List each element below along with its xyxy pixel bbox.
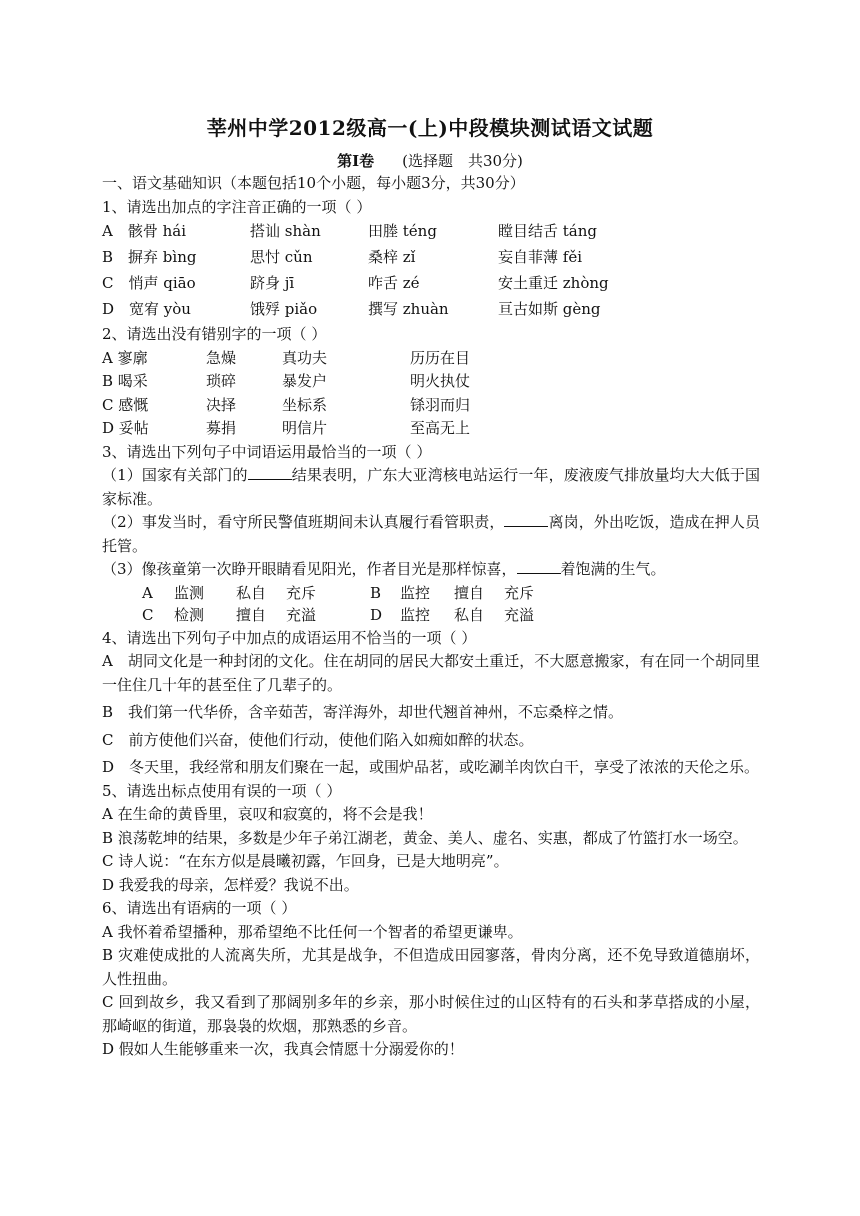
- volume-note: (选择题 共30分): [402, 152, 523, 170]
- q2-c-3: 坐标系: [282, 395, 328, 414]
- q1-stem: 1、请选出加点的字注音正确的一项（ ）: [102, 197, 372, 216]
- q1-b-2: 思忖 cǔn: [250, 248, 313, 267]
- q1-c-3: 咋舌 zé: [368, 274, 420, 293]
- q2-a-3: 真功夫: [282, 348, 328, 367]
- q5-option-d: D 我爱我的母亲，怎样爱？我说不出。: [102, 875, 359, 894]
- q3-sentence-2: [102, 511, 760, 558]
- q6-option-a: A 我怀着希望播种，那希望绝不比任何一个智者的希望更谦卑。: [102, 922, 523, 941]
- q4-stem: 4、请选出下列句子中加点的成语运用不恰当的一项（ ）: [102, 628, 477, 647]
- q1-row: [102, 271, 760, 297]
- q6-option-b: B 灾难使成批的人流离失所，尤其是战争，不但造成田园寥落，骨肉分离，还不免导致道德崩坏，人性扭曲。: [102, 946, 760, 988]
- q2-b-4: 明火执仗: [410, 372, 471, 390]
- q2-row: [102, 370, 760, 394]
- option-letter: C: [142, 606, 154, 624]
- q2-c-2: 决择: [206, 395, 237, 414]
- q2-b-2: 琐碎: [206, 372, 237, 390]
- q1-d-3: 撰写 zhuàn: [368, 300, 449, 319]
- q3-s3-text: （3）像孩童第一次睁开眼睛看见阳光，作者目光是那样惊喜，: [102, 560, 517, 578]
- q5-stem: 5、请选出标点使用有误的一项（ ）: [102, 781, 342, 800]
- q1-c-2: 跻身 jī: [250, 274, 295, 293]
- q4-option-b: B 我们第一代华侨，含辛茹苦，寄洋海外，却世代翘首神州，不忘桑梓之情。: [102, 703, 624, 721]
- q2-a-1: A 寥廓: [102, 348, 148, 367]
- q2-c-4: 铩羽而归: [410, 395, 471, 414]
- q1-a-3: 田塍 téng: [368, 222, 437, 241]
- q1-d-1: D 宽宥 yòu: [102, 300, 191, 319]
- q4-option-d: D 冬天里，我经常和朋友们聚在一起，或围炉品茗，或吃涮羊肉饮白干，享受了浓浓的天伦之乐。: [102, 758, 760, 776]
- q3-options-row: [102, 604, 760, 627]
- q3-stem: 3、请选出下列句子中词语运用最恰当的一项（ ）: [102, 442, 432, 461]
- option-letter: A: [142, 583, 153, 602]
- answer-blank: [248, 465, 292, 480]
- q5-option-c: C 诗人说：“在东方似是晨曦初露，乍回身，已是大地明亮”。: [102, 852, 509, 870]
- option-word: 充溢: [286, 606, 317, 624]
- q6-stem: 6、请选出有语病的一项（ ）: [102, 899, 297, 917]
- option-word: 充溢: [504, 606, 535, 624]
- q4-option-a: A 胡同文化是一种封闭的文化。住在胡同的居民大都安土重迁，不大愿意搬家，有在同一个胡同里一住住几十年的甚至住了几辈子的。: [102, 652, 760, 694]
- option-word: 私自: [454, 606, 485, 624]
- option-word: 充斥: [286, 583, 317, 602]
- option-word: 充斥: [504, 583, 535, 602]
- q6-option-d: D 假如人生能够重来一次，我真会情愿十分溺爱你的！: [102, 1040, 464, 1058]
- option-letter: D: [370, 606, 383, 624]
- q1-b-4: 妄自菲薄 fěi: [498, 248, 582, 267]
- answer-blank: [517, 559, 561, 574]
- q3-s3-text: 着饱满的生气。: [560, 560, 666, 578]
- q1-row: [102, 245, 760, 271]
- q2-c-1: C 感慨: [102, 395, 149, 414]
- exam-body: [102, 172, 760, 1062]
- q1-b-3: 桑梓 zǐ: [368, 248, 416, 267]
- q2-b-1: B 喝采: [102, 372, 148, 390]
- option-word: 擅自: [454, 583, 485, 602]
- q3-s1-text: 结果表明，广东大亚湾核电站运行一年，废液废气排放量均大大低于国家标准。: [102, 466, 760, 508]
- page-title: 莘州中学2012级高一(上)中段模块测试语文试题: [206, 116, 654, 140]
- q2-d-1: D 妥帖: [102, 419, 149, 437]
- option-word: 检测: [174, 606, 205, 624]
- option-word: 私自: [236, 583, 267, 602]
- volume-label: 第Ⅰ卷: [337, 152, 375, 170]
- q4-option-c: C 前方使他们兴奋，使他们行动，使他们陷入如痴如醉的状态。: [102, 730, 534, 749]
- q6-option-c: C 回到故乡，我又看到了那阔别多年的乡亲，那小时候住过的山区特有的石头和茅草搭成的小屋，那崎岖的街道，那袅袅的炊烟，那熟悉的乡音。: [102, 993, 760, 1035]
- q2-stem: 2、请选出没有错别字的一项（ ）: [102, 325, 327, 343]
- q3-s1-text: （1）国家有关部门的: [102, 466, 248, 484]
- q3-s2-text: 离岗，外出吃饭，造成在押人员托管。: [102, 513, 760, 555]
- q2-row: [102, 417, 760, 441]
- option-word: 擅自: [236, 606, 267, 624]
- q2-row: [102, 394, 760, 418]
- q2-a-2: 急燥: [206, 348, 237, 367]
- q1-a-1: A 骸骨 hái: [102, 222, 187, 241]
- q5-option-a: A 在生命的黄昏里，哀叹和寂寞的，将不会是我！: [102, 805, 433, 823]
- page-subtitle: [0, 150, 860, 171]
- option-word: 监控: [400, 606, 431, 624]
- option-letter: B: [370, 583, 382, 602]
- q2-d-2: 募捐: [206, 419, 237, 437]
- q5-option-b: B 浪荡乾坤的结果，多数是少年子弟江湖老，黄金、美人、虚名、实惠，都成了竹篮打水一场空。: [102, 828, 748, 847]
- q1-row: [102, 219, 760, 245]
- q2-b-3: 暴发户: [282, 372, 328, 390]
- q2-d-4: 至高无上: [410, 419, 471, 437]
- q3-sentence-1: [102, 464, 760, 511]
- q1-c-1: C 悄声 qiāo: [102, 274, 196, 293]
- option-word: 监控: [400, 583, 431, 602]
- q1-row: [102, 297, 760, 323]
- section-heading: 一、语文基础知识（本题包括10个小题，每小题3分，共30分）: [102, 174, 525, 192]
- q1-a-4: 瞠目结舌 táng: [498, 222, 598, 241]
- q3-sentence-3: [102, 558, 760, 582]
- q2-a-4: 历历在目: [410, 348, 471, 367]
- option-word: 监测: [174, 583, 205, 602]
- q2-d-3: 明信片: [282, 419, 328, 437]
- q3-s2-text: （2）事发当时，看守所民警值班期间未认真履行看管职责，: [102, 513, 505, 531]
- q1-b-1: B 摒弃 bìng: [102, 248, 197, 267]
- q3-options-row: [102, 582, 760, 605]
- q1-a-2: 搭讪 shàn: [250, 222, 321, 241]
- q1-d-4: 亘古如斯 gèng: [498, 300, 601, 319]
- q1-d-2: 饿殍 piǎo: [250, 300, 318, 319]
- answer-blank: [504, 512, 548, 527]
- q1-c-4: 安土重迁 zhòng: [498, 274, 609, 293]
- q2-row: [102, 347, 760, 371]
